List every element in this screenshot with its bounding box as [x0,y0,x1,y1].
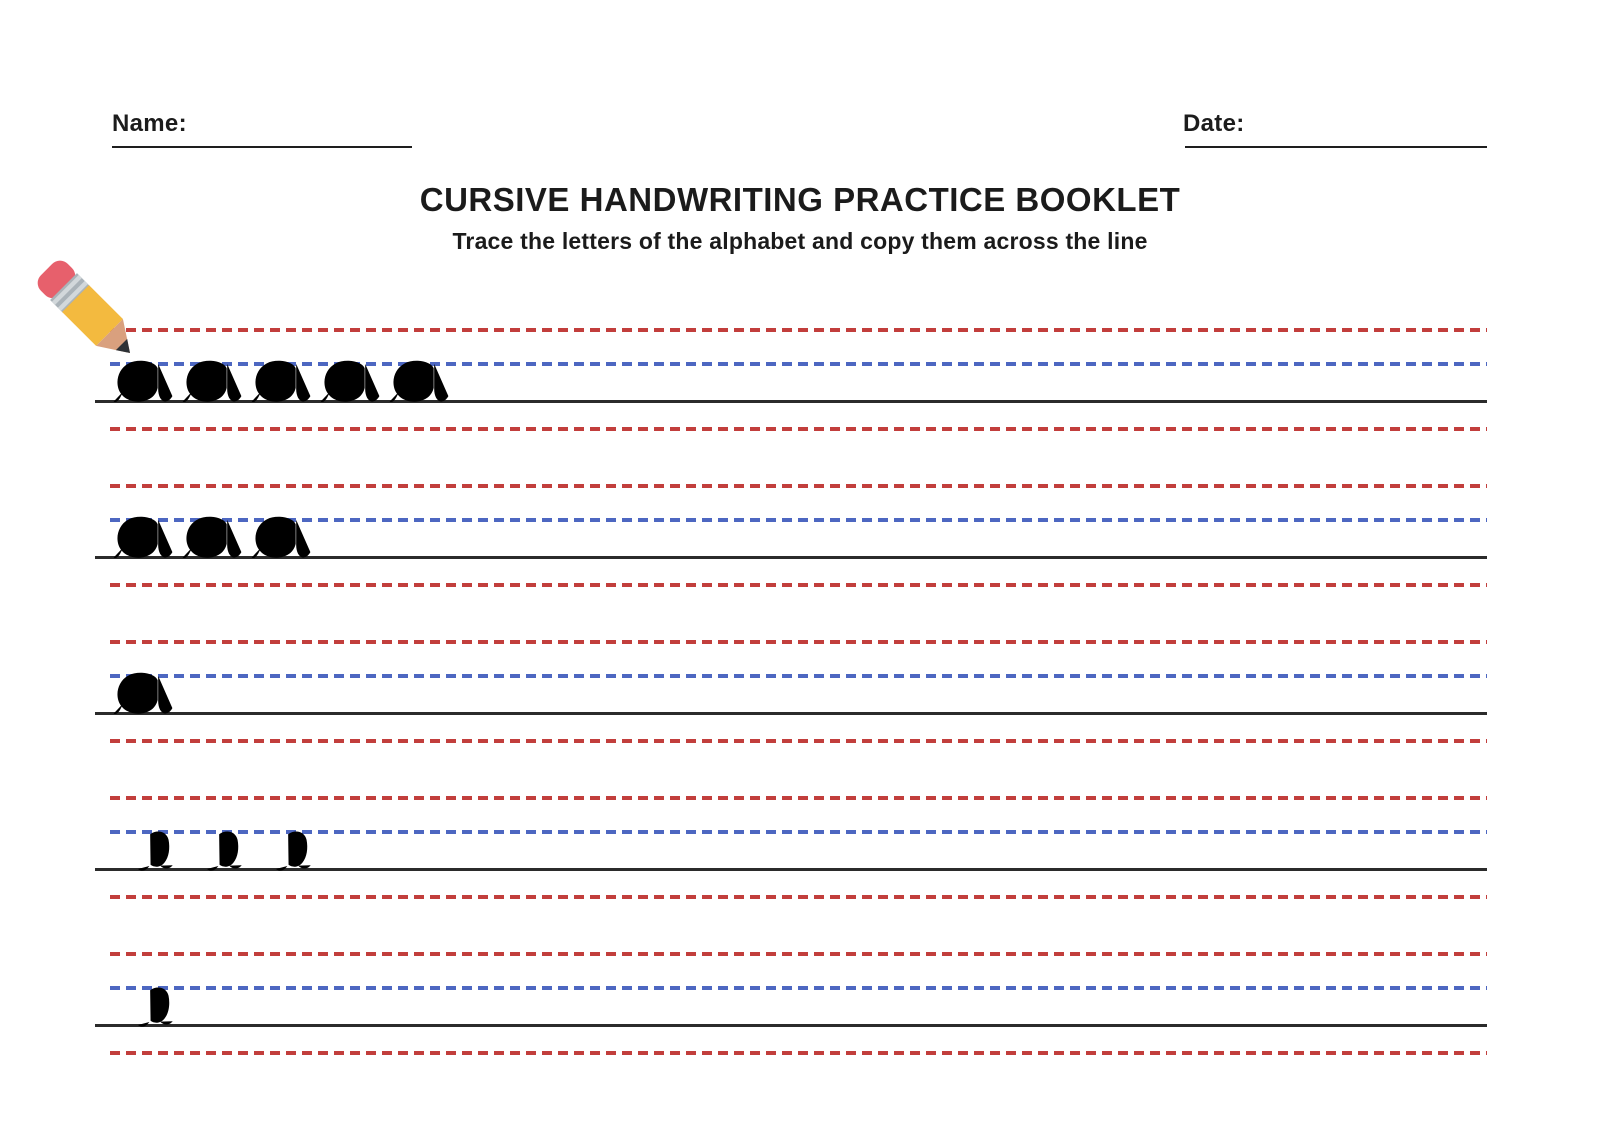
trace-letter-b-solid [133,947,179,1031]
pencil-icon [30,203,190,363]
practice-line-group-1 [0,328,1600,432]
name-label: Name: [112,110,187,137]
ascender-line [110,328,1487,332]
ascender-line [110,952,1487,956]
trace-letter-a-faded [179,356,243,405]
practice-line-group-5 [0,952,1600,1056]
practice-line-group-2 [0,484,1600,588]
descender-line [110,427,1487,431]
page-subtitle: Trace the letters of the alphabet and copy them across the line [452,228,1148,254]
mid-line [110,518,1487,522]
trace-letter-b-solid [133,791,179,875]
base-line [95,1024,1487,1027]
practice-line-group-4 [0,796,1600,900]
date-label: Date: [1183,110,1245,137]
trace-letter-a-faded [179,512,243,561]
trace-letter-a-solid [110,668,174,717]
trace-letter-a-faded [248,356,312,405]
descender-line [110,583,1487,587]
base-line [95,712,1487,715]
trace-letter-a-solid [110,356,174,405]
mid-line [110,674,1487,678]
trace-letter-a-faded [248,512,312,561]
trace-letter-a-faded [386,356,450,405]
ascender-line [110,640,1487,644]
descender-line [110,1051,1487,1055]
trace-letter-b-faded [202,791,248,875]
page-title: CURSIVE HANDWRITING PRACTICE BOOKLET [419,181,1181,218]
practice-line-group-3 [0,640,1600,744]
trace-letter-a-faded [317,356,381,405]
ascender-line [110,484,1487,488]
descender-line [110,739,1487,743]
mid-line [110,986,1487,990]
trace-letter-b-faded [271,791,317,875]
descender-line [110,895,1487,899]
trace-letter-a-solid [110,512,174,561]
